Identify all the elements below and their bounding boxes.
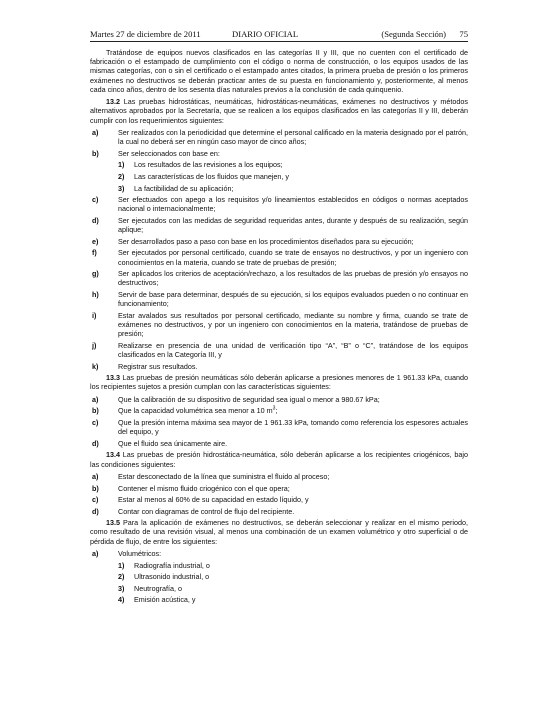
- section-text: Para la aplicación de exámenes no destructivos, se deberán seleccionar y realizar en el mismo periodo, como resultado de una revisión visual, al menos una combinación de un examen volumétrico y otro superficial o de pérdida de flujo, de entre los siguientes:: [90, 518, 469, 546]
- item-text: Ser efectuados con apego a los requisitos y/o lineamientos establecidos en códigos o normas aceptados nacional o internacionalmente;: [118, 195, 468, 214]
- sub-item-label: 2): [118, 171, 125, 181]
- item-label: h): [92, 289, 99, 299]
- section-text: Las pruebas hidrostáticas, neumáticas, hidrostáticas-neumáticas, exámenes no destructivos y métodos alternativos aprobados por la Secretaría, que se realicen a los equipos clasificados en las categorías II y III, deberán cumplir con los requerimientos siguientes:: [90, 97, 468, 125]
- list-item: [90, 237, 468, 246]
- item-text: Ser desarrollados paso a paso con base en los procedimientos diseñados para su ejecución;: [118, 236, 414, 246]
- section-number: 13.2: [106, 97, 120, 107]
- sub-list-item: [118, 572, 468, 581]
- section-number: 13.3: [106, 373, 120, 383]
- list-item: [90, 495, 468, 504]
- item-label: e): [92, 236, 99, 246]
- list-item: [90, 311, 468, 339]
- sub-item-text: Ultrasonido industrial, o: [134, 572, 210, 582]
- document-body: [90, 48, 468, 607]
- item-text: Ser seleccionados con base en:: [118, 148, 220, 158]
- intro-paragraph: Tratándose de equipos nuevos clasificados en las categorías II y III, que no cuenten con el certificado de fabricación o el estampado de cumplimiento con el código o norma de construcción, o los equipos usados de las mismas categorías, con o sin el certificado o el estampado antes citados, la primera prueba de presión o los primeros exámenes no destructivos se deberán practicar antes de su puesta en funcionamiento y, posteriormente, al menos cada cinco años, dentro de los sesenta días naturales previos a la conclusión de cada quinquenio.: [90, 48, 468, 94]
- sub-item-label: 2): [118, 572, 125, 582]
- item-label: a): [92, 394, 99, 404]
- item-text: Estar desconectado de la línea que suministra el fluido al proceso;: [118, 471, 330, 481]
- sub-list-item: [118, 172, 468, 181]
- superscript: 3: [272, 405, 276, 412]
- sub-list-item: [118, 584, 468, 593]
- item-label: b): [92, 483, 99, 493]
- section-number: 13.5: [106, 518, 120, 528]
- item-label: g): [92, 269, 99, 279]
- section-number: 13.4: [106, 450, 120, 460]
- item-label: a): [92, 549, 99, 559]
- item-text: Ser aplicados los criterios de aceptación/rechazo, a los resultados de las pruebas de presión y/o ensayos no destructivos;: [118, 269, 468, 288]
- item-text: Que la presión interna máxima sea mayor de 1 961.33 kPa, tomando como referencia los espesores actuales del equipo, y: [118, 417, 468, 437]
- item-text: Contener el mismo fluido criogénico con el que opera;: [118, 483, 290, 493]
- section-text: Las pruebas de presión neumáticas sólo deberán aplicarse a presiones menores de 1 961.33 kPa, cuando los recipientes sujetos a presión cumplan con las características siguientes:: [90, 373, 468, 392]
- item-label: c): [92, 195, 99, 205]
- item-label: k): [92, 361, 99, 371]
- item-text: Ser realizados con la periodicidad que determine el personal calificado en la materia designado por el patrón, la cual no deberá ser en ningún caso mayor de cinco años;: [118, 128, 468, 147]
- header-date: Martes 27 de diciembre de 2011: [90, 29, 201, 39]
- list-item: [90, 472, 468, 481]
- item-label: b): [92, 148, 99, 158]
- list-item: [90, 439, 468, 448]
- section-text: Las pruebas de presión hidrostática-neumática, sólo deberán aplicarse a los recipientes criogénicos, bajo las condiciones siguientes:: [90, 450, 468, 469]
- item-text: Registrar sus resultados.: [118, 361, 198, 371]
- item-label: a): [92, 471, 99, 481]
- sub-item-label: 3): [118, 583, 125, 593]
- item-text: Volumétricos:: [118, 549, 162, 559]
- item-label: a): [92, 128, 99, 137]
- sub-item-text: La factibilidad de su aplicación;: [134, 183, 234, 193]
- list-item: [90, 395, 468, 404]
- list-item: [90, 290, 468, 308]
- header-title: DIARIO OFICIAL: [232, 29, 299, 39]
- item-text: Que la calibración de su dispositivo de seguridad sea igual o menor a 980.67 kPa;: [118, 394, 380, 404]
- sub-item-label: 4): [118, 595, 125, 605]
- section-13-5: [90, 518, 468, 546]
- list-item: [90, 195, 468, 213]
- sub-list-item: [118, 561, 468, 570]
- list-item: [90, 128, 468, 146]
- item-text: Estar avalados sus resultados por personal certificado, mediante su nombre y firma, cuando se trate de exámenes no destructivos, y por un ingeniero con conocimientos en la materia, tratándose de pruebas de presión;: [118, 310, 468, 339]
- header-rule: [90, 41, 468, 42]
- item-label: c): [92, 495, 99, 505]
- sub-item-text: Emisión acústica, y: [134, 595, 196, 605]
- list-item: [90, 269, 468, 287]
- section-13-4: [90, 450, 468, 468]
- list-item: [90, 248, 468, 266]
- item-label: c): [92, 417, 99, 427]
- sub-item-label: 3): [118, 183, 125, 193]
- item-text: Que el fluido sea únicamente aire.: [118, 438, 228, 448]
- header-page-number: 75: [459, 29, 468, 39]
- sub-list-item: [118, 160, 468, 169]
- item-text-main: Que la capacidad volumétrica sea menor a 10 m: [118, 406, 273, 416]
- section-13-2: [90, 97, 468, 125]
- item-text: Contar con diagramas de control de flujo del recipiente.: [118, 506, 295, 516]
- item-text: Realizarse en presencia de una unidad de verificación tipo “A”, “B” o “C”, tratándose de los equipos clasificados en la Categoría III, y: [118, 340, 468, 359]
- item-text: Ser ejecutados por personal certificado, cuando se trate de ensayos no destructivos, y por un ingeniero con conocimientos en la materia, cuando se trate de pruebas de presión;: [118, 248, 468, 267]
- header-section: (Segunda Sección): [381, 29, 446, 39]
- sub-item-text: Las características de los fluidos que manejen, y: [134, 171, 290, 181]
- section-13-3: [90, 373, 468, 391]
- sub-list-item: [118, 184, 468, 193]
- item-text: Servir de base para determinar, después de su ejecución, si los equipos evaluados pueden o no continuar en funcionamiento;: [118, 289, 468, 309]
- sub-item-text: Radiografía industrial, o: [134, 560, 210, 570]
- list-item: [90, 149, 468, 158]
- sub-item-text: Neutrografía, o: [134, 583, 182, 593]
- item-label: i): [92, 310, 97, 320]
- list-item: [90, 362, 468, 371]
- item-label: j): [92, 340, 97, 350]
- list-item: [90, 216, 468, 234]
- item-text: Ser ejecutados con las medidas de seguridad requeridas antes, durante y después de su realización, según aplique;: [118, 215, 468, 235]
- list-item: [90, 507, 468, 516]
- sub-item-text: Los resultados de las revisiones a los equipos;: [134, 160, 283, 170]
- item-label: b): [92, 406, 99, 416]
- item-label: d): [92, 215, 99, 225]
- list-item: [90, 549, 468, 558]
- list-item: [90, 418, 468, 436]
- item-text: Estar al menos al 60% de su capacidad en estado líquido, y: [118, 495, 309, 505]
- list-item: [90, 406, 468, 415]
- item-label: d): [92, 438, 99, 448]
- item-label: d): [92, 506, 99, 516]
- list-item: [90, 484, 468, 493]
- item-text-tail: ;: [275, 406, 278, 416]
- item-text: [118, 406, 468, 415]
- sub-list-item: [118, 595, 468, 604]
- sub-item-label: 1): [118, 160, 125, 170]
- sub-item-label: 1): [118, 560, 125, 570]
- list-item: [90, 341, 468, 359]
- item-label: f): [92, 248, 97, 258]
